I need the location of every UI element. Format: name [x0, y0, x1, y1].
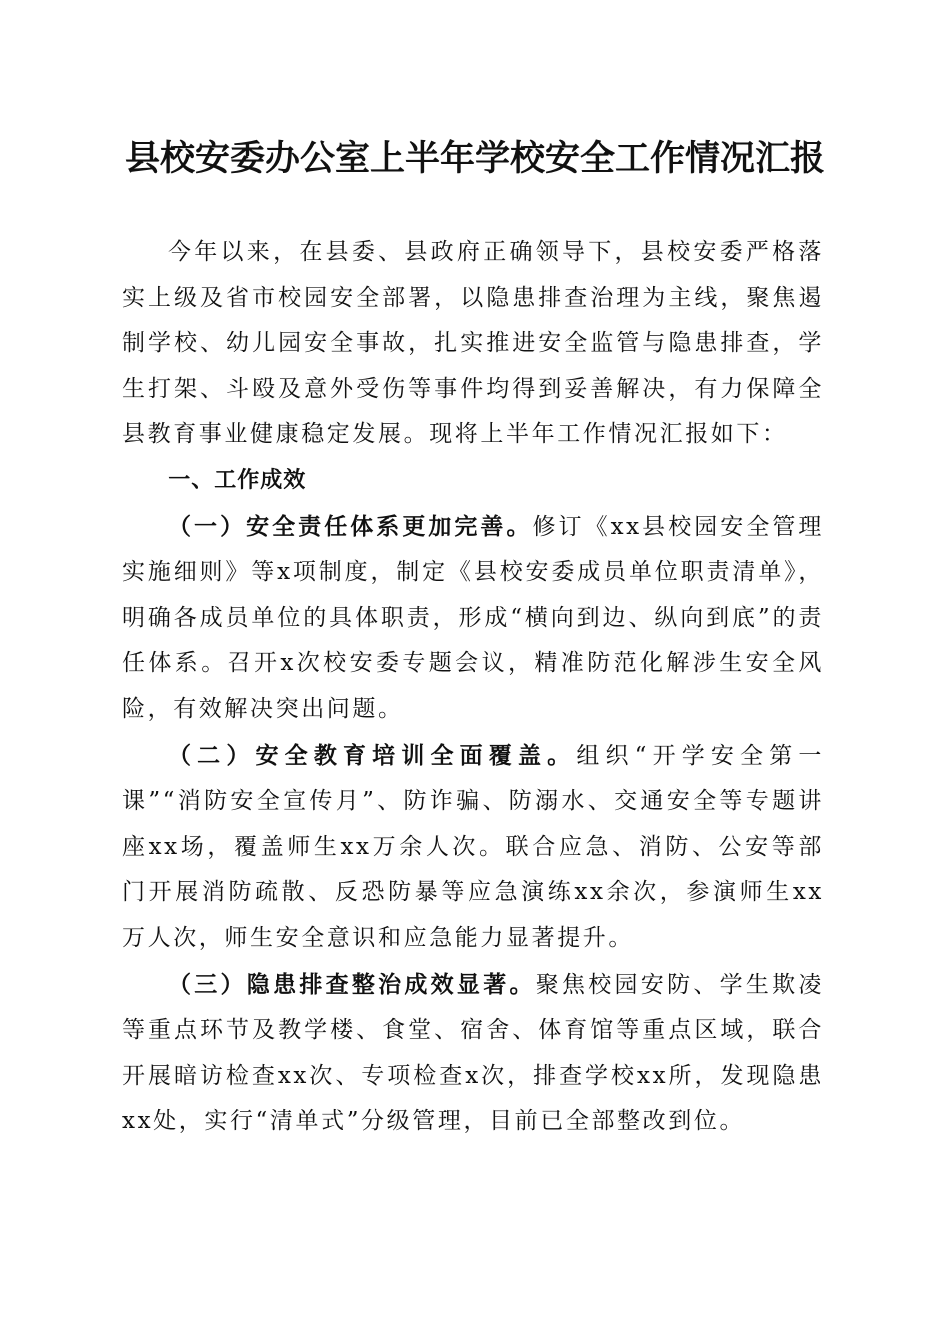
document-body: [122, 230, 824, 1145]
item-lead-education: （二）安全教育培训全面覆盖。: [168, 741, 577, 769]
item-paragraph-hazard: [122, 962, 824, 1145]
item-lead-responsibility: （一）安全责任体系更加完善。: [168, 512, 533, 540]
item-lead-hazard: （三）隐患排查整治成效显著。: [168, 970, 536, 998]
item-text-education: 组织“开学安全第一课”“消防安全宣传月”、防诈骗、防溺水、交通安全等专题讲座xx场，覆盖师生xx万余人次。联合应急、消防、公安等部门开展消防疏散、反恐防暴等应急演练xx余次，参演师生xx万人次，师生安全意识和应急能力显著提升。: [122, 742, 824, 951]
intro-paragraph: 今年以来，在县委、县政府正确领导下，县校安委严格落实上级及省市校园安全部署，以隐患排查治理为主线，聚焦遏制学校、幼儿园安全事故，扎实推进安全监管与隐患排查，学生打架、斗殴及意外受伤等事件均得到妥善解决，有力保障全县教育事业健康稳定发展。现将上半年工作情况汇报如下：: [122, 239, 824, 448]
section-heading-achievements: 一、工作成效: [168, 467, 307, 493]
item-paragraph-responsibility: [122, 504, 824, 733]
item-text-responsibility: 修订《xx县校园安全管理实施细则》等x项制度，制定《县校安委成员单位职责清单》，明确各成员单位的具体职责，形成“横向到边、纵向到底”的责任体系。召开x次校安委专题会议，精准防范化解涉生安全风险，有效解决突出问题。: [122, 513, 824, 722]
item-text-hazard: 聚焦校园安防、学生欺凌等重点环节及教学楼、食堂、宿舍、体育馆等重点区域，联合开展暗访检查xx次、专项检查x次，排查学校xx所，发现隐患xx处，实行“清单式”分级管理，目前已全部整改到位。: [122, 971, 824, 1135]
document-title: 县校安委办公室上半年学校安全工作情况汇报: [124, 138, 825, 179]
item-paragraph-education: [122, 733, 824, 962]
